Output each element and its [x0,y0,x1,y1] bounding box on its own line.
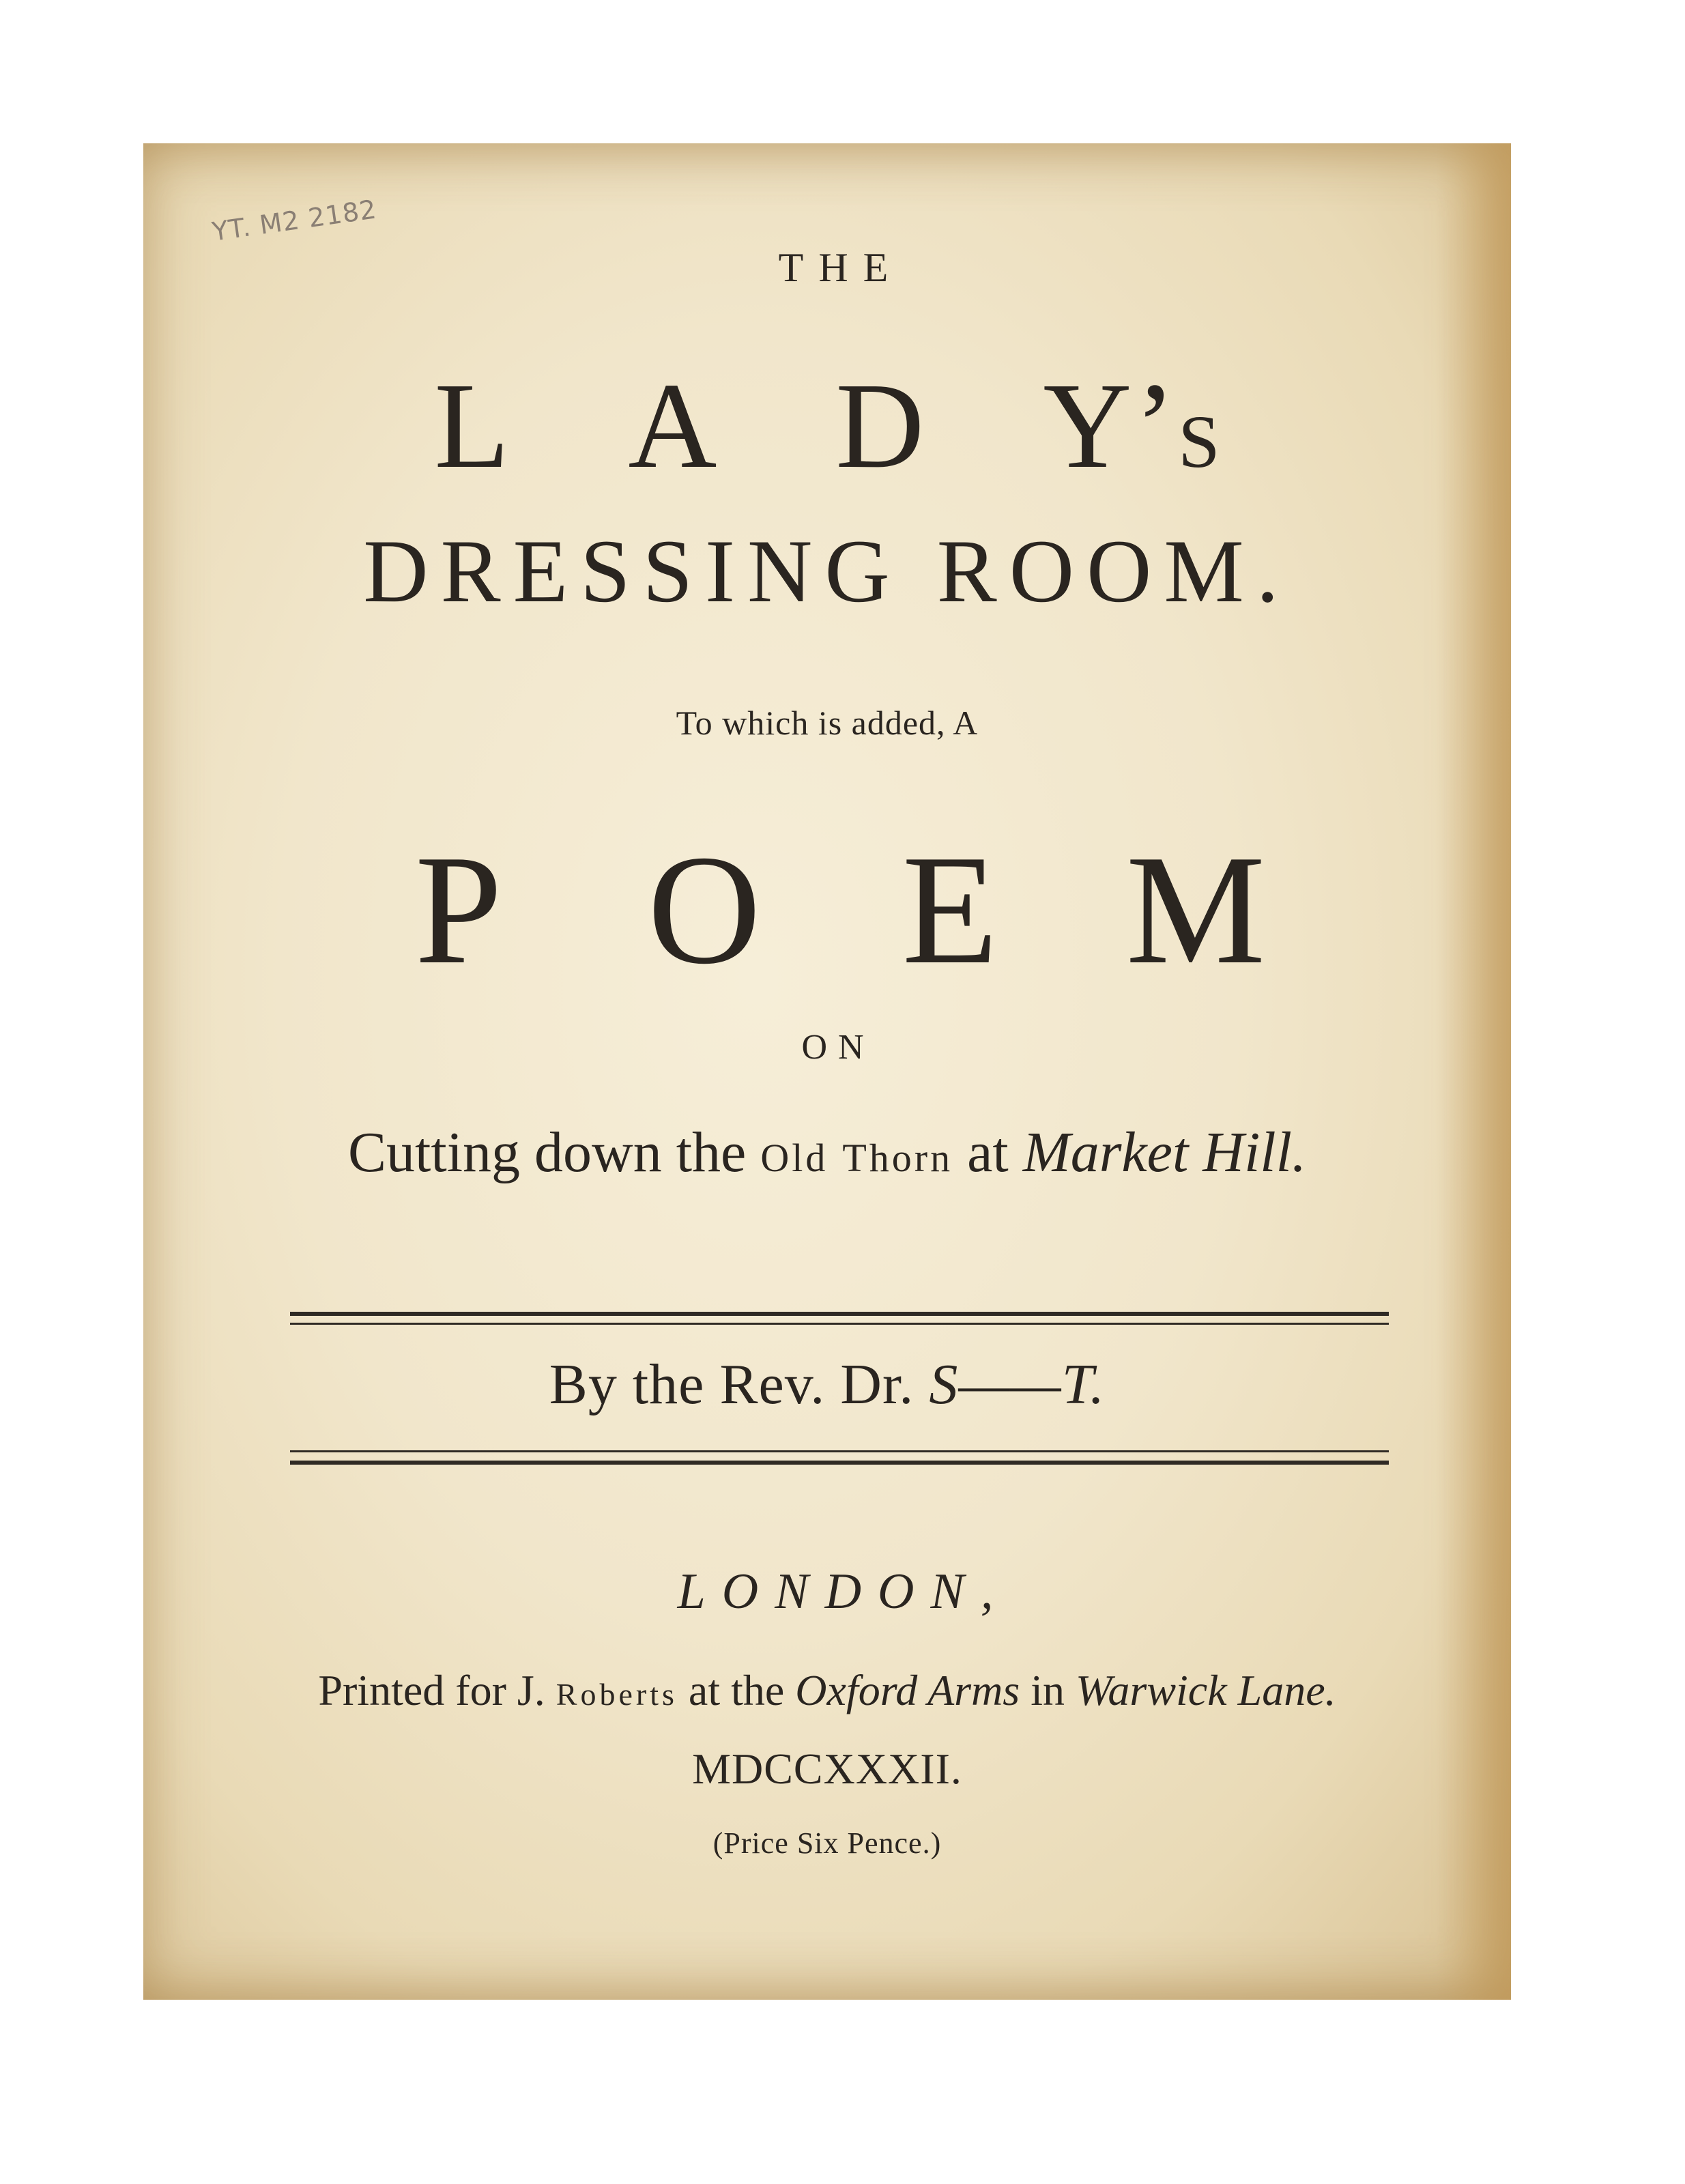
on-line: ON [801,1028,875,1067]
title-ladys [143,355,1511,496]
subject-line [143,1119,1511,1186]
added-line: To which is added, A [676,704,979,742]
title-letter-d: D [835,358,927,493]
title-letter-a: A [628,358,720,493]
imprint-year: MDCCXXXII. [692,1744,962,1793]
pencil-shelfmark: YT. M2 2182 [210,194,379,247]
title-letter-s: S [1178,400,1220,483]
poem-letter-e: E [902,822,998,996]
subject-old: Old [760,1136,829,1180]
author-pre: By the Rev. Dr. [549,1353,914,1416]
bottom-rule-thin [290,1450,1389,1452]
printer-in: in [1031,1666,1065,1714]
bottom-rule [290,1461,1389,1465]
price-line: (Price Six Pence.) [712,1826,942,1860]
subject-place: Market Hill. [1022,1121,1306,1184]
title-letter-y: Y’ [1043,358,1179,493]
subject-at: at [967,1121,1009,1184]
printer-oxford: Oxford Arms [795,1666,1020,1714]
title-page [143,143,1511,2000]
poem-letter-m: M [1125,822,1266,996]
subject-thorn: Thorn [842,1136,953,1180]
subject-pre: Cutting down the [348,1121,747,1184]
author-line [143,1351,1511,1418]
top-rule-thin [290,1323,1389,1325]
top-rule [290,1312,1389,1316]
printer-at-the: at the [688,1666,785,1714]
poem-letter-p: P [415,822,502,996]
the-heading: THE [778,245,904,290]
printer-roberts: Roberts [556,1677,678,1712]
imprint-city: LONDON, [677,1564,1010,1620]
author-name: S——T. [929,1353,1106,1416]
poem-letter-o: O [647,822,762,996]
title-letter-l: L [434,358,513,493]
printer-warwick: Warwick Lane. [1075,1666,1336,1714]
title-dressing-room: DRESSING ROOM. [363,521,1291,621]
imprint-printer [143,1665,1511,1716]
printer-pre: Printed for J. [318,1666,545,1714]
poem-heading [143,819,1511,1000]
